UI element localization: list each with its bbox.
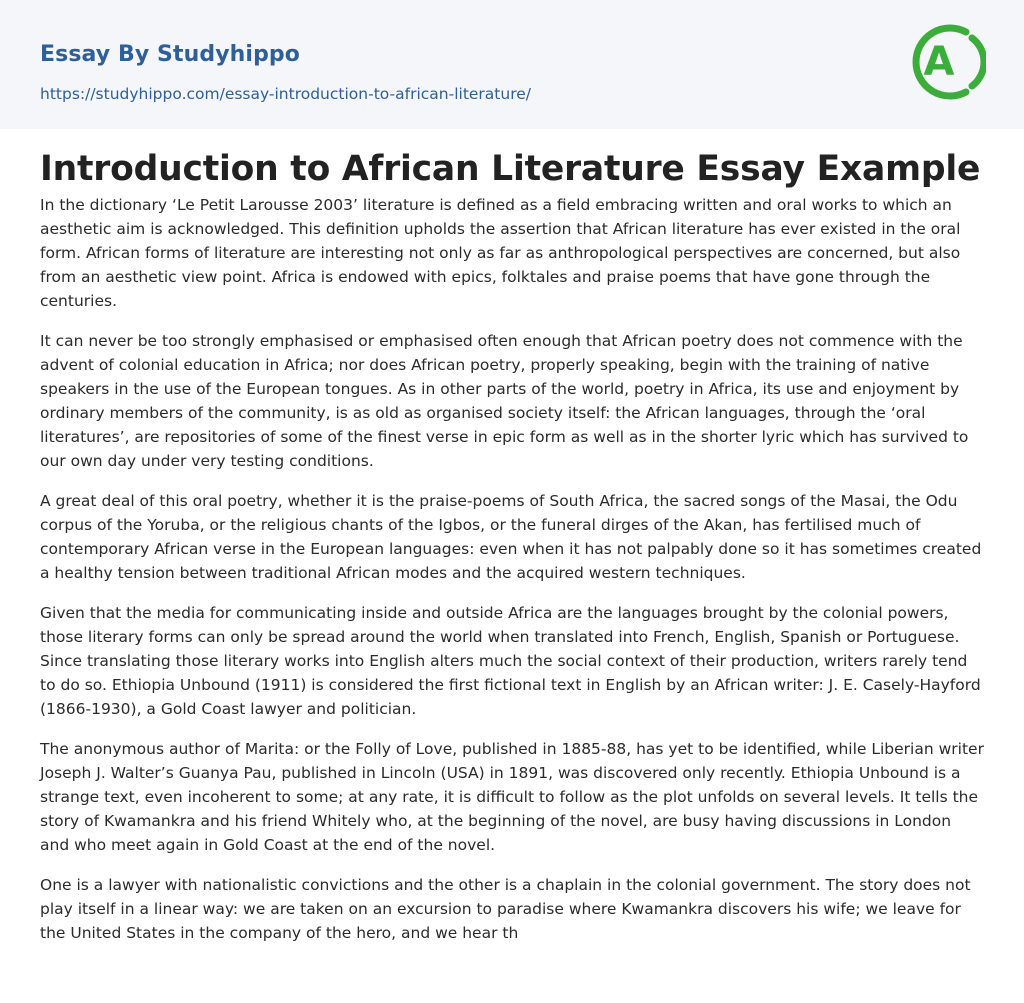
essay-paragraph: One is a lawyer with nationalistic convictions and the other is a chaplain in the colonial government. The story does not play itself in a linear way: we are taken on an excursion to paradise where Kwamankra discovers his wife; we leave for the United States in the company of the hero, and we hear th	[40, 876, 971, 942]
essay-paragraph: In the dictionary ‘Le Petit Larousse 2003’ literature is defined as a field embracing written and oral works to which an aesthetic aim is acknowledged. This definition upholds the assertion that African literature has ever existed in the oral form. African forms of literature are interesting not only as far as anthropological perspectives are concerned, but also from an aesthetic view point. Africa is endowed with epics, folktales and praise poems that have gone through the centuries.	[40, 196, 961, 310]
site-header	[0, 0, 1024, 129]
essay-main	[0, 145, 1024, 945]
essay-url-link[interactable]: https://studyhippo.com/essay-introduction-to-african-literature/	[40, 85, 531, 103]
logo-letter: A	[923, 39, 955, 85]
essay-paragraph: A great deal of this oral poetry, whether it is the praise-poems of South Africa, the sacred songs of the Masai, the Odu corpus of the Yoruba, or the religious chants of the Igbos, or the funeral dirges of the Akan, has fertilised much of contemporary African verse in the European languages: even when it has not palpably done so it has sometimes created a healthy tension between traditional African modes and the acquired western techniques.	[40, 492, 982, 582]
studyhippo-logo-icon[interactable]	[912, 18, 986, 106]
site-name[interactable]: Essay By Studyhippo	[40, 42, 300, 67]
essay-paragraph: It can never be too strongly emphasised or emphasised often enough that African poetry does not commence with the advent of colonial education in Africa; nor does African poetry, properly speaking, begin with the training of native speakers in the use of the European tongues. As in other parts of the world, poetry in Africa, its use and enjoyment by ordinary members of the community, is as old as organised society itself: the African languages, through the ‘oral literatures’, are repositories of some of the finest verse in epic form as well as in the shorter lyric which has survived to our own day under very testing conditions.	[40, 332, 969, 470]
page-title: Introduction to African Literature Essay Example	[40, 149, 981, 189]
essay-body	[40, 193, 984, 945]
essay-paragraph: The anonymous author of Marita: or the Folly of Love, published in 1885-88, has yet to be identified, while Liberian writer Joseph J. Walter’s Guanya Pau, published in Lincoln (USA) in 1891, was discovered only recently. Ethiopia Unbound is a strange text, even incoherent to some; at any rate, it is difficult to follow as the plot unfolds on several levels. It tells the story of Kwamankra and his friend Whitely who, at the beginning of the novel, are busy having discussions in London and who meet again in Gold Coast at the end of the novel.	[40, 740, 984, 854]
essay-paragraph: Given that the media for communicating inside and outside Africa are the languages brought by the colonial powers, those literary forms can only be spread around the world when translated into French, English, Spanish or Portuguese. Since translating those literary works into English alters much the social context of their production, writers rarely tend to do so. Ethiopia Unbound (1911) is considered the first fictional text in English by an African writer: J. E. Casely-Hayford (1866-1930), a Gold Coast lawyer and politician.	[40, 604, 981, 718]
